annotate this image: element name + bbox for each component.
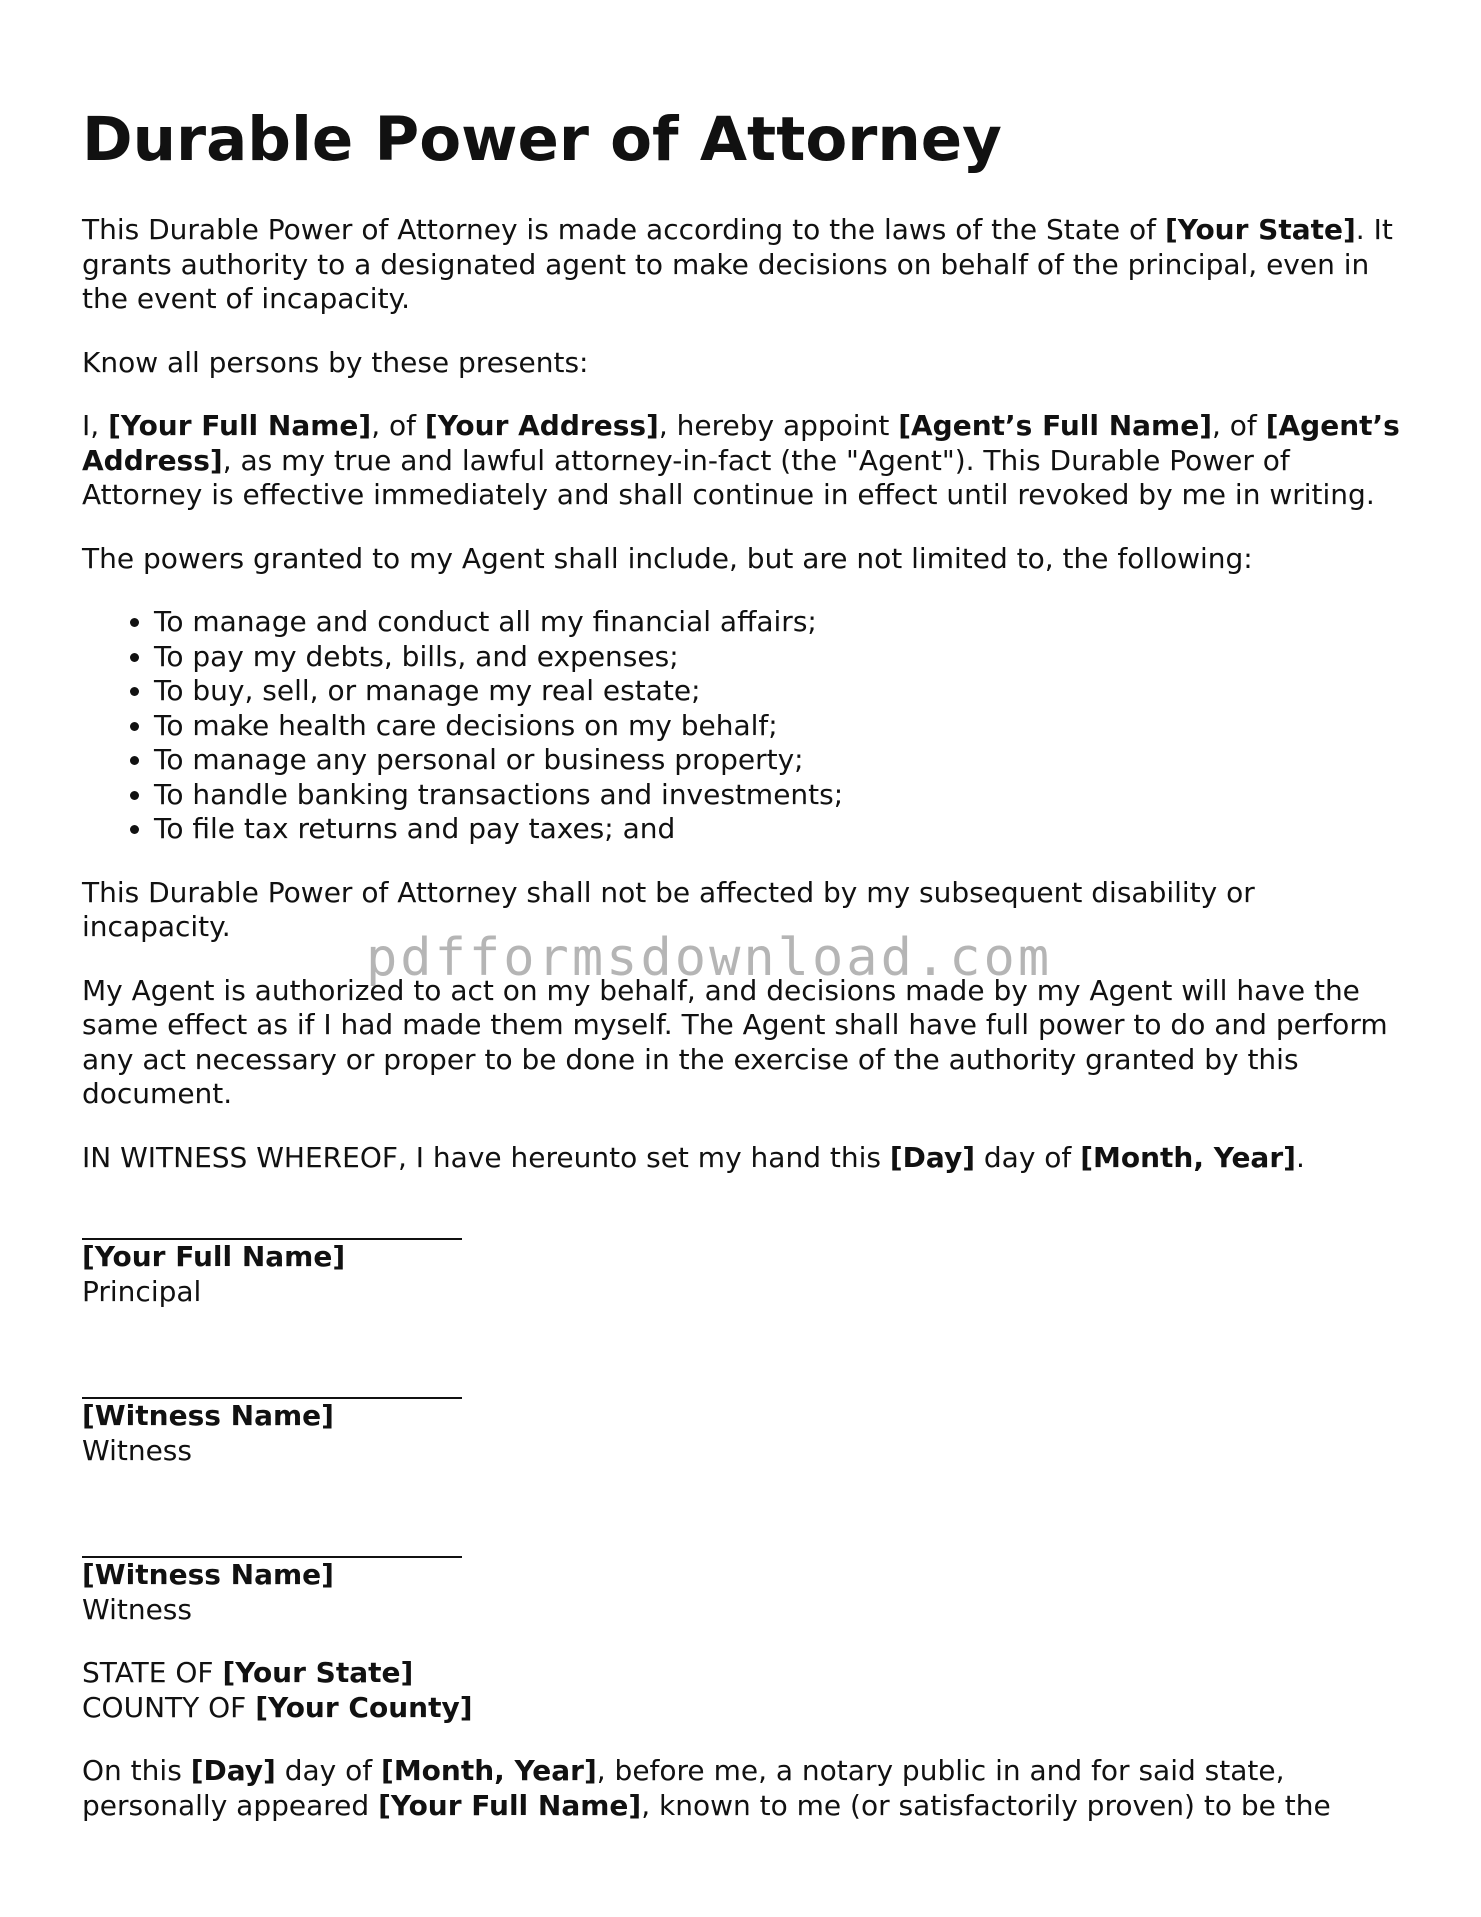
document-title: Durable Power of Attorney [82, 104, 1002, 175]
signer-role: Witness [82, 1592, 192, 1626]
list-item: • To file tax returns and pay taxes; and [154, 812, 1412, 847]
list-item: • To make health care decisions on my behalf; [154, 709, 1412, 744]
intro-paragraph: This Durable Power of Attorney is made according to the laws of the State of [Your State]. It grants authority to a designated agent to make decisions on behalf of the principal, even in the event of incapacity. [82, 213, 1393, 316]
authority-paragraph: My Agent is authorized to act on my behalf, and decisions made by my Agent will have the same effect as if I had made them myself. The Agent shall have full power to do and perform any act necessary or proper to be done in the exercise of the authority granted by this document. [82, 973, 1388, 1111]
durability-paragraph: This Durable Power of Attorney shall not be affected by my subsequent disability or incapacity. [82, 875, 1255, 944]
agent-address-placeholder: [Agent’s Address] [82, 409, 1400, 477]
principal-signature-block [82, 1204, 1412, 1309]
know-all-paragraph: Know all persons by these presents: [82, 345, 589, 379]
notary-paragraph: On this [Day] day of [Month, Year], before me, a notary public in and for said state, personally appeared [Your Full Name], known to me (or satisfactorily proven) to be the [82, 1754, 1331, 1822]
state-line: STATE OF [Your State] [82, 1656, 414, 1690]
principal-address-placeholder: [Your Address] [424, 409, 659, 443]
signer-name: [Witness Name] [82, 1558, 334, 1592]
list-item: • To manage and conduct all my financial affairs; [154, 605, 1412, 640]
county-line: COUNTY OF [Your County] [82, 1690, 473, 1724]
signer-role: Principal [82, 1274, 202, 1308]
powers-list [82, 605, 1412, 847]
watermark: pdfformsdownload.com [366, 928, 1053, 988]
signer-name: [Your Full Name] [82, 1240, 346, 1274]
list-item: • To pay my debts, bills, and expenses; [154, 640, 1412, 675]
venue-block [82, 1656, 1412, 1725]
list-item: • To handle banking transactions and investments; [154, 778, 1412, 813]
signer-name: [Witness Name] [82, 1399, 334, 1433]
signature-line[interactable] [82, 1363, 462, 1399]
witness-1-signature-block [82, 1363, 1412, 1468]
agent-name-placeholder: [Agent’s Full Name] [898, 409, 1212, 443]
appointment-paragraph: I, [Your Full Name], of [Your Address], hereby appoint [Agent’s Full Name], of [Agent’s Address], as my true and lawful attorney-in-fact (the "Agent"). This Durable Power of Attorney is effective immediately and shall continue in effect until revoked by me in writing. [82, 409, 1400, 512]
document-page [82, 96, 1412, 1852]
signature-line[interactable] [82, 1522, 462, 1558]
witness-clause: IN WITNESS WHEREOF, I have hereunto set my hand this [Day] day of [Month, Year]. [82, 1140, 1305, 1174]
list-item: • To manage any personal or business property; [154, 743, 1412, 778]
state-placeholder: [Your State] [1164, 213, 1356, 247]
witness-2-signature-block [82, 1522, 1412, 1627]
list-item: • To buy, sell, or manage my real estate; [154, 674, 1412, 709]
principal-name-placeholder: [Your Full Name] [108, 409, 372, 443]
powers-intro: The powers granted to my Agent shall include, but are not limited to, the following: [82, 541, 1253, 575]
signer-role: Witness [82, 1433, 192, 1467]
signature-line[interactable] [82, 1204, 462, 1240]
month-year-placeholder: [Month, Year] [1080, 1140, 1296, 1174]
day-placeholder: [Day] [889, 1140, 975, 1174]
